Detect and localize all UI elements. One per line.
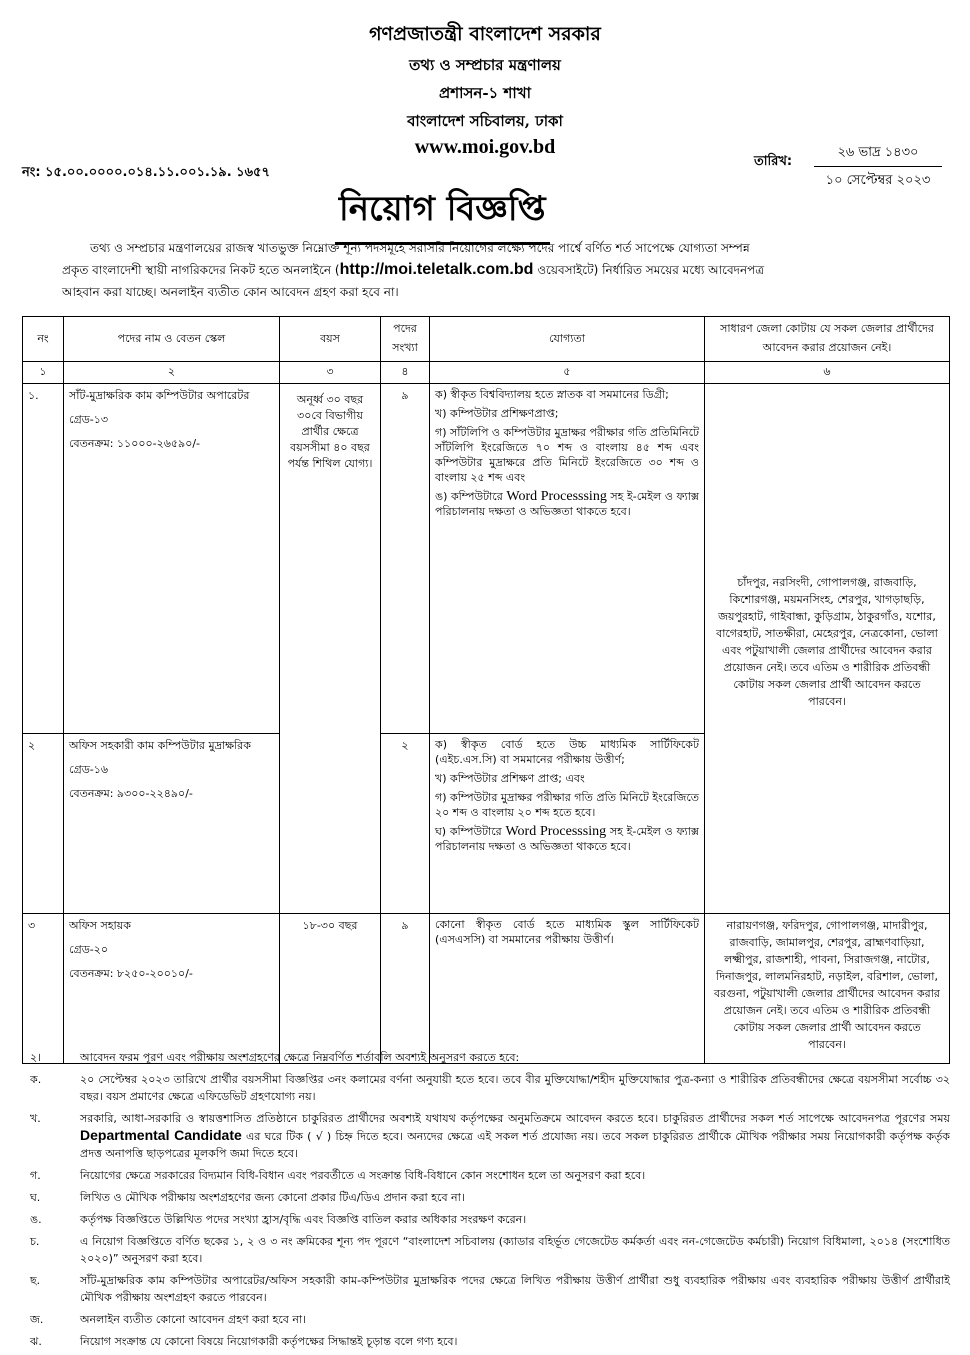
post-grade: গ্রেড-১৬ [69, 763, 109, 776]
note-text: অনলাইন ব্যতীত কোনো আবেদন গ্রহণ করা হবে না। [80, 1313, 307, 1326]
list-item [22, 1233, 950, 1267]
qualification-item: কোনো স্বীকৃত বোর্ড হতে মাধ্যমিক স্কুল সার্টিফিকেট (এসএসসি) বা সমমানের পরীক্ষায় উত্তীর্ণ। [435, 918, 699, 946]
qualification-text: ঘ) কম্পিউটারে [435, 825, 506, 838]
note-label: জ. [30, 1313, 44, 1326]
intro-paragraph [62, 237, 932, 303]
list-item [22, 1272, 950, 1306]
list-item [22, 1311, 950, 1328]
post-pay-scale: বেতনক্রম: ৮২৫০-২০০১০/- [69, 967, 193, 980]
qualification-item [435, 824, 699, 854]
list-item [22, 1189, 950, 1206]
excluded-districts-text: নারায়ণগঞ্জ, ফরিদপুর, গোপালগঞ্জ, মাদারীপুর, রাজবাড়ি, জামালপুর, শেরপুর, ব্রাহ্মণবাড়িয়া, লক্ষ্মীপুর, রাজশাহী, পাবনা, সিরাজগঞ্জ, নাটোর, দিনাজপুর, লালমনিরহাট, নড়াইল, বরিশাল, ভোলা, বরগুনা, পটুয়াখালী জেলার প্রার্থীদের আবেদন করার প্রয়োজন নেই। তবে এতিম ও শারীরিক প্রতিবন্ধী কোটায় সকল জেলার প্রার্থী আবেদন করতে পারবেন। [714, 919, 940, 1051]
note-text-part: সরকারি, আধা-সরকারি ও স্বায়ত্তশাসিত প্রতিষ্ঠানে চাকুরিরত প্রার্থীদের অবশ্যই যথাযথ কর্তৃপক্ষের অনুমতিক্রমে আবেদন করতে হবে। চাকুরিরত প্রার্থীদের সকল শর্ত সাপেক্ষে আবেদনপত্র পূরণের সময় [80, 1112, 950, 1125]
govt-heading: গণপ্রজাতন্ত্রী বাংলাদেশ সরকার [369, 23, 601, 45]
intro-line-2a: প্রকৃত বাংলাদেশী স্থায়ী নাগরিকদের নিকট হতে অনলাইনে ( [62, 263, 340, 277]
notice-title: নিয়োগ বিজ্ঞপ্তি [335, 183, 550, 245]
note-text-en: Departmental Candidate [80, 1127, 242, 1143]
qualification-item: খ) কম্পিউটার প্রশিক্ষণ প্রাপ্ত; এবং [435, 772, 585, 785]
note-label: গ. [30, 1169, 41, 1182]
note-label: খ. [30, 1112, 41, 1125]
note-text: নিয়োগের ক্ষেত্রে সরকারের বিদ্যমান বিধি-বিধান এবং পরবর্তীতে এ সংক্রান্ত বিধি-বিধানে কোন সংশোধন হলে তা অনুসরণ করা হবে। [80, 1169, 646, 1182]
note-label: ক. [30, 1073, 42, 1086]
row-number: ৩ [23, 914, 64, 1064]
branch-heading: প্রশাসন-১ শাখা [439, 84, 531, 102]
age-cell: ১৮-৩০ বছর [280, 914, 381, 1064]
excluded-districts-cell [705, 384, 950, 914]
address-heading: বাংলাদেশ সচিবালয়, ঢাকা [407, 112, 563, 130]
ministry-heading: তথ্য ও সম্প্রচার মন্ত্রণালয় [409, 56, 561, 74]
col-header-count: পদের সংখ্যা [381, 317, 430, 362]
row-number: ১. [23, 384, 64, 734]
col-header-age: বয়স [280, 317, 381, 362]
qualification-text-en: Word Processsing [505, 824, 607, 839]
list-item [22, 1333, 950, 1350]
post-pay-scale: বেতনক্রম: ১১০০০-২৬৫৯০/- [69, 437, 201, 450]
qualification-cell [430, 914, 705, 1064]
qualification-text: ঙ) কম্পিউটারে [435, 490, 507, 503]
post-cell [64, 734, 280, 914]
qualification-cell [430, 384, 705, 734]
note-text: ২০ সেপ্টেম্বর ২০২৩ তারিখে প্রার্থীর বয়সসীমা বিজ্ঞপ্তির ৩নং কলামের বর্ণনা অনুযায়ী হতে হবে। তবে বীর মুক্তিযোদ্ধা/শহীদ মুক্তিযোদ্ধার পুত্র-কন্যা ও শারীরিক প্রতিবন্ধীদের ক্ষেত্রে বয়সসীমা সর্বোচ্চ ৩২ বছর। বয়স প্রমাণের ক্ষেত্রে এফিডেভিট গ্রহণযোগ্য নয়। [80, 1073, 950, 1103]
note-text-part: এর ঘরে টিক ( √ ) চিহ্ন দিতে হবে। অন্যদের ক্ষেত্রে এই সকল শর্ত প্রযোজ্য নয়। তবে সকল চাকুরিরত প্রার্থীকে মৌখিক পরীক্ষার সময় নিয়োগকারী কর্তৃপক্ষ কর্তৃক প্রদত্ত অনাপত্তি ছাড়পত্রের মূলকপি জমা দিতে হবে। [80, 1130, 950, 1160]
post-count: ৯ [381, 914, 430, 1064]
qualification-item: ক) স্বীকৃত বোর্ড হতে উচ্চ মাধ্যমিক সার্টিফিকেট (এইচ.এস.সি) বা সমমানের পরীক্ষায় উত্তীর্ণ; [435, 738, 699, 766]
list-item [22, 1211, 950, 1228]
date-label: তারিখ: [754, 154, 793, 169]
qualification-item: খ) কম্পিউটার প্রশিক্ষণপ্রাপ্ত; [435, 407, 559, 420]
memo-number: নং: ১৫.০০.০০০০.০১৪.১১.০০১.১৯. ১৬৫৭ [22, 165, 270, 180]
list-item [22, 1049, 950, 1066]
column-number-row [23, 362, 950, 384]
qualification-text: সহ ই-মেইল ও ফ্যাক্স পরিচালনায় দক্ষতা ও অভিজ্ঞতা থাকতে হবে। [435, 825, 700, 853]
intro-line-2b: ওয়েবসাইটে) নির্ধারিত সময়ের মধ্যে আবেদনপত্র [533, 263, 765, 277]
qualification-item: ক) স্বীকৃত বিশ্ববিদ্যালয় হতে স্নাতক বা সমমানের ডিগ্রী; [435, 388, 669, 401]
application-url-link[interactable]: http://moi.teletalk.com.bd [339, 261, 534, 278]
intro-line-1: তথ্য ও সম্প্রচার মন্ত্রণালয়ের রাজস্ব খাতভুক্ত নিম্নোক্ত শূন্য পদসমূহে সরাসরি নিয়োগের লক্ষ্যে পদের পার্শ্বে বর্ণিত শর্ত সাপেক্ষে যোগ্যতা সম্পন্ন [90, 241, 750, 255]
date-english: ১০ সেপ্টেম্বর ২০২৩ [825, 173, 931, 188]
col-header-qualification: যোগ্যতা [430, 317, 705, 362]
qualification-text-en: Word Processsing [506, 489, 607, 504]
note-text: এ নিয়োগ বিজ্ঞপ্তিতে বর্ণিত ছকের ১, ২ ও ৩ নং ক্রমিকের শূন্য পদ পূরণে “বাংলাদেশ সচিবালয় (ক্যাডার বহির্ভূত গেজেটেড কর্মকর্তা এবং নন-গেজেটেড কর্মচারী) নিয়োগ বিধিমালা, ২০১৪ (সংশোধিত ২০২০)” অনুসরণ করা হবে। [80, 1235, 950, 1265]
note-label: ছ. [30, 1274, 41, 1287]
note-text [80, 1110, 950, 1162]
list-item [22, 1071, 950, 1105]
note-label: চ. [30, 1235, 40, 1248]
qualification-item: গ) সাঁটলিপি ও কম্পিউটার মুদ্রাক্ষর পরীক্ষার গতি প্রতিমিনিটে সাঁটলিপি ইংরেজিতে ৭০ শব্দ ও বাংলায় ৪৫ শব্দ এবং কম্পিউটার মুদ্রাক্ষরে প্রতি মিনিটে ইংরেজিতে ৩০ শব্দ ও বাংলায় ২৫ শব্দ এবং [435, 426, 699, 484]
col-header-no: নং [23, 317, 64, 362]
note-text: নিয়োগ সংক্রান্ত যে কোনো বিষয়ে নিয়োগকারী কর্তৃপক্ষের সিদ্ধান্তই চূড়ান্ত বলে গণ্য হবে। [80, 1335, 458, 1348]
col-number: ৪ [381, 362, 430, 384]
col-number: ২ [64, 362, 280, 384]
qualification-item [435, 489, 699, 519]
note-text: সাঁট-মুদ্রাক্ষরিক কাম কম্পিউটার অপারেটর/অফিস সহকারী কাম-কম্পিউটার মুদ্রাক্ষরিক পদের ক্ষেত্রে লিখিত পরীক্ষায় উত্তীর্ণ প্রার্থীরা শুধু ব্যবহারিক পরীক্ষায় এবং ব্যবহারিক পরীক্ষায় উত্তীর্ণ প্রার্থীরাই মৌখিক পরীক্ষায় অংশগ্রহণ করতে পারবেন। [80, 1274, 950, 1304]
row-number: ২ [23, 734, 64, 914]
post-pay-scale: বেতনক্রম: ৯৩০০-২২৪৯০/- [69, 787, 193, 800]
post-cell [64, 384, 280, 734]
table-header-row [23, 317, 950, 362]
list-item [22, 1167, 950, 1184]
intro-line-3: আহবান করা যাচ্ছে। অনলাইন ব্যতীত কোন আবেদন গ্রহণ করা হবে না। [62, 285, 399, 299]
table-row [23, 914, 950, 1064]
col-header-districts: সাধারণ জেলা কোটায় যে সকল জেলার প্রার্থীদের আবেদন করার প্রয়োজন নেই। [705, 317, 950, 362]
age-cell: অনূর্ধ্ব ৩০ বছর ৩০বে বিভাগীয় প্রার্থীর ক্ষেত্রে বয়সসীমা ৪০ বছর পর্যন্ত শিথিল যোগ্য। [280, 384, 381, 914]
qualification-text: সহ ই-মেইল ও ফ্যাক্স পরিচালনায় দক্ষতা ও অভিজ্ঞতা থাকতে হবে। [435, 490, 700, 518]
qualification-item: গ) কম্পিউটার মুদ্রাক্ষর পরীক্ষার গতি প্রতি মিনিটে ইংরেজিতে ২০ শব্দ ও বাংলায় ২০ শব্দ হতে হবে। [435, 791, 699, 819]
col-number: ৩ [280, 362, 381, 384]
post-count: ৯ [381, 384, 430, 734]
excluded-districts-text: চাঁদপুর, নরসিংদী, গোপালগঞ্জ, রাজবাড়ি, কিশোরগঞ্জ, ময়মনসিংহ, শেরপুর, খাগড়াছড়ি, জয়পুরহাট, গাইবান্ধা, কুড়িগ্রাম, ঠাকুরগাঁও, যশোর, বাগেরহাট, সাতক্ষীরা, মেহেরপুর, নেত্রকোনা, ভোলা এবং পটুয়াখালী জেলার প্রার্থীদের আবেদন করার প্রয়োজন নেই। তবে এতিম ও শারীরিক প্রতিবন্ধী কোটায় সকল জেলার প্রার্থী আবেদন করতে পারবেন। [716, 576, 938, 708]
list-item [22, 1110, 950, 1162]
excluded-districts-cell [705, 914, 950, 1064]
post-count: ২ [381, 734, 430, 914]
date-block [814, 143, 942, 192]
post-grade: গ্রেড-১৩ [69, 413, 109, 426]
intro-line-2 [62, 259, 932, 281]
note-text: আবেদন ফরম পূরণ এবং পরীক্ষায় অংশগ্রহণের ক্ষেত্রে নিম্নবর্ণিত শর্তাবলি অবশ্যই অনুসরণ করতে হবে: [80, 1051, 520, 1064]
note-text: লিখিত ও মৌখিক পরীক্ষায় অংশগ্রহণের জন্য কোনো প্রকার টিএ/ডিএ প্রদান করা হবে না। [80, 1191, 465, 1204]
col-header-post: পদের নাম ও বেতন স্কেল [64, 317, 280, 362]
note-label: ঝ. [30, 1335, 42, 1348]
note-label: ২। [30, 1051, 42, 1064]
vacancy-table [22, 316, 950, 1064]
qualification-cell [430, 734, 705, 914]
post-name: অফিস সহকারী কাম কম্পিউটার মুদ্রাক্ষরিক [69, 739, 251, 752]
website-heading: www.moi.gov.bd [414, 136, 556, 158]
conditions-list [22, 1049, 950, 1355]
col-number: ১ [23, 362, 64, 384]
col-number: ৫ [430, 362, 705, 384]
post-name: অফিস সহায়ক [69, 919, 131, 932]
post-grade: গ্রেড-২০ [69, 943, 109, 956]
col-number: ৬ [705, 362, 950, 384]
table-row [23, 384, 950, 734]
note-label: ঙ. [30, 1213, 42, 1226]
note-label: ঘ. [30, 1191, 41, 1204]
post-cell [64, 914, 280, 1064]
date-bangla: ২৬ ভাদ্র ১৪৩০ [814, 143, 942, 167]
post-name: সাঁট-মুদ্রাক্ষরিক কাম কম্পিউটার অপারেটর [69, 389, 250, 402]
note-text: কর্তৃপক্ষ বিজ্ঞপ্তিতে উল্লিখিত পদের সংখ্যা হ্রাস/বৃদ্ধি এবং বিজ্ঞপ্তি বাতিল করার অধিকার সংরক্ষণ করেন। [80, 1213, 527, 1226]
